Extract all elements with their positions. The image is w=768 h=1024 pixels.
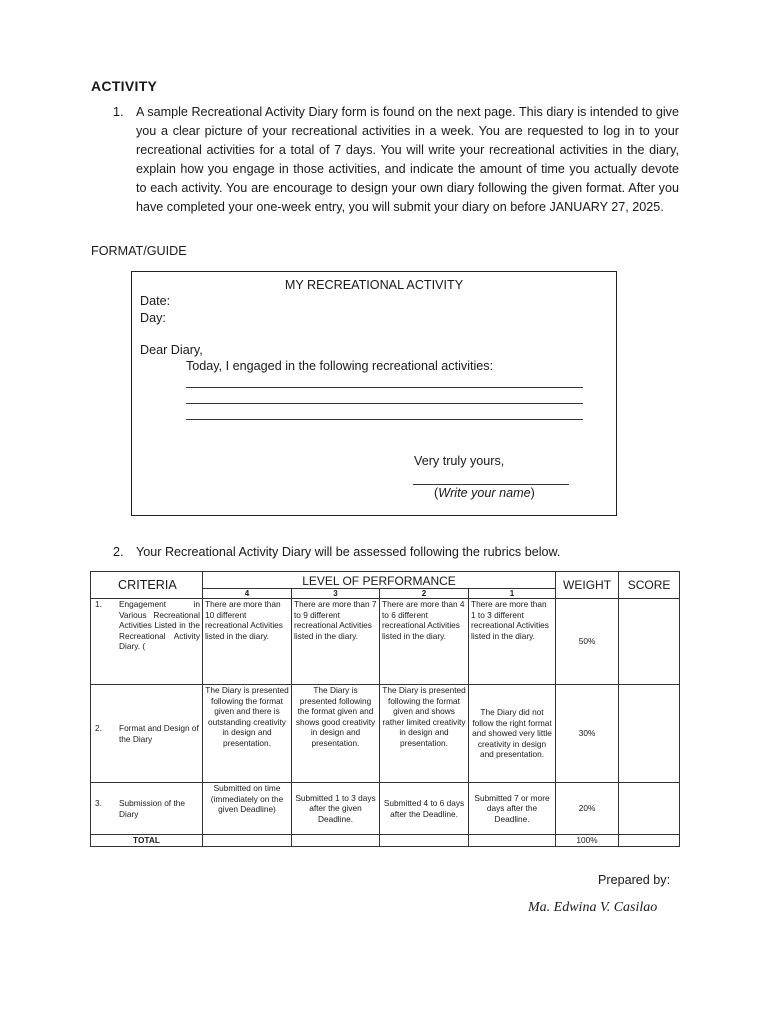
level-2-cell: The Diary is presented following the format given and shows rather limited creativity in design and presentation. bbox=[380, 685, 469, 783]
write-line bbox=[186, 387, 583, 388]
criteria-number: 1. bbox=[95, 599, 102, 609]
signature-line bbox=[413, 484, 569, 485]
total-weight: 100% bbox=[556, 835, 619, 847]
level-4: 4 bbox=[203, 589, 292, 599]
criteria-text: Format and Design of the Diary bbox=[119, 722, 199, 744]
item-number: 1. bbox=[113, 105, 124, 119]
total-label: TOTAL bbox=[91, 835, 203, 847]
level-4-cell: The Diary is presented following the format given and there is outstanding creativity in design and presentation. bbox=[203, 685, 292, 783]
level-4-cell: There are more than 10 different recreational Activities listed in the diary. bbox=[203, 599, 292, 685]
criteria-number: 2. bbox=[95, 722, 102, 733]
level-4-cell: Submitted on time (immediately on the given Deadline) bbox=[203, 783, 292, 835]
level-2-cell: Submitted 4 to 6 days after the Deadline. bbox=[380, 783, 469, 835]
level-3: 3 bbox=[292, 589, 380, 599]
name-hint bbox=[434, 486, 535, 500]
rubric-row bbox=[91, 685, 680, 783]
weight-cell: 50% bbox=[556, 599, 619, 685]
criteria-cell bbox=[91, 685, 203, 783]
weight-header: WEIGHT bbox=[556, 572, 619, 599]
name-hint-close: ) bbox=[530, 486, 535, 500]
score-cell bbox=[619, 599, 680, 685]
rubric-row bbox=[91, 783, 680, 835]
criteria-cell bbox=[91, 783, 203, 835]
criteria-number: 3. bbox=[95, 797, 102, 808]
format-guide-label: FORMAT/GUIDE bbox=[91, 244, 187, 258]
criteria-cell bbox=[91, 599, 203, 685]
name-hint-open: ( bbox=[434, 486, 439, 500]
rubric-table bbox=[90, 571, 680, 847]
level-3-cell: There are more than 7 to 9 different recreational Activities listed in the diary. bbox=[292, 599, 380, 685]
empty-cell bbox=[203, 835, 292, 847]
level-1-cell: The Diary did not follow the right format and showed very little creativity in design and presentation. bbox=[469, 685, 556, 783]
level-3-cell: Submitted 1 to 3 days after the given Deadline. bbox=[292, 783, 380, 835]
level-1-cell: Submitted 7 or more days after the Deadline. bbox=[469, 783, 556, 835]
level-header: LEVEL OF PERFORMANCE bbox=[203, 572, 556, 589]
preparer-signature: Ma. Edwina V. Casilao bbox=[528, 900, 658, 915]
activity-heading: ACTIVITY bbox=[91, 78, 158, 94]
instruction-item-2 bbox=[91, 543, 679, 562]
level-3-cell: The Diary is presented following the format given and shows good creativity in design and presentation. bbox=[292, 685, 380, 783]
total-row bbox=[91, 835, 680, 847]
item-text: Your Recreational Activity Diary will be assessed following the rubrics below. bbox=[136, 545, 561, 559]
level-2: 2 bbox=[380, 589, 469, 599]
score-cell bbox=[619, 685, 680, 783]
level-2-cell: There are more than 4 to 6 different recreational Activities listed in the diary. bbox=[380, 599, 469, 685]
prepared-by-label: Prepared by: bbox=[598, 873, 671, 887]
weight-cell: 20% bbox=[556, 783, 619, 835]
name-hint-text: Write your name bbox=[438, 486, 531, 500]
diary-format-box bbox=[131, 271, 617, 516]
level-1: 1 bbox=[469, 589, 556, 599]
closing: Very truly yours, bbox=[414, 454, 505, 468]
criteria-header: CRITERIA bbox=[91, 572, 203, 599]
item-text: A sample Recreational Activity Diary form is found on the next page. This diary is intended to give you a clear picture of your recreational activities in a week. You are requested to log in to your recreational activities for a total of 7 days. You will write your recreational activities in the diary, explain how you engage in those activities, and indicate the amount of time you actually devote to each activity. You are encourage to design your own diary following the given format. After you have completed your one-week entry, you will submit your diary on before JANUARY 27, 2025. bbox=[136, 105, 679, 214]
level-1-cell: There are more than 1 to 3 different recreational Activities listed in the diary. bbox=[469, 599, 556, 685]
score-header: SCORE bbox=[619, 572, 680, 599]
score-cell bbox=[619, 783, 680, 835]
total-score-cell bbox=[619, 835, 680, 847]
day-label: Day: bbox=[140, 311, 166, 325]
date-label: Date: bbox=[140, 294, 171, 308]
rubric-row bbox=[91, 599, 680, 685]
diary-title: MY RECREATIONAL ACTIVITY bbox=[284, 278, 464, 292]
write-line bbox=[186, 419, 583, 420]
empty-cell bbox=[380, 835, 469, 847]
write-line bbox=[186, 403, 583, 404]
empty-cell bbox=[469, 835, 556, 847]
salutation: Dear Diary, bbox=[140, 343, 203, 357]
criteria-text: Submission of the Diary bbox=[119, 797, 185, 819]
item-number: 2. bbox=[113, 545, 124, 559]
weight-cell: 30% bbox=[556, 685, 619, 783]
diary-intro: Today, I engaged in the following recreational activities: bbox=[186, 359, 494, 373]
empty-cell bbox=[292, 835, 380, 847]
instruction-item-1 bbox=[91, 103, 679, 217]
criteria-text: Engagement in Various Recreational Activities Listed in the Recreational Activity Diary. ( bbox=[119, 599, 200, 652]
